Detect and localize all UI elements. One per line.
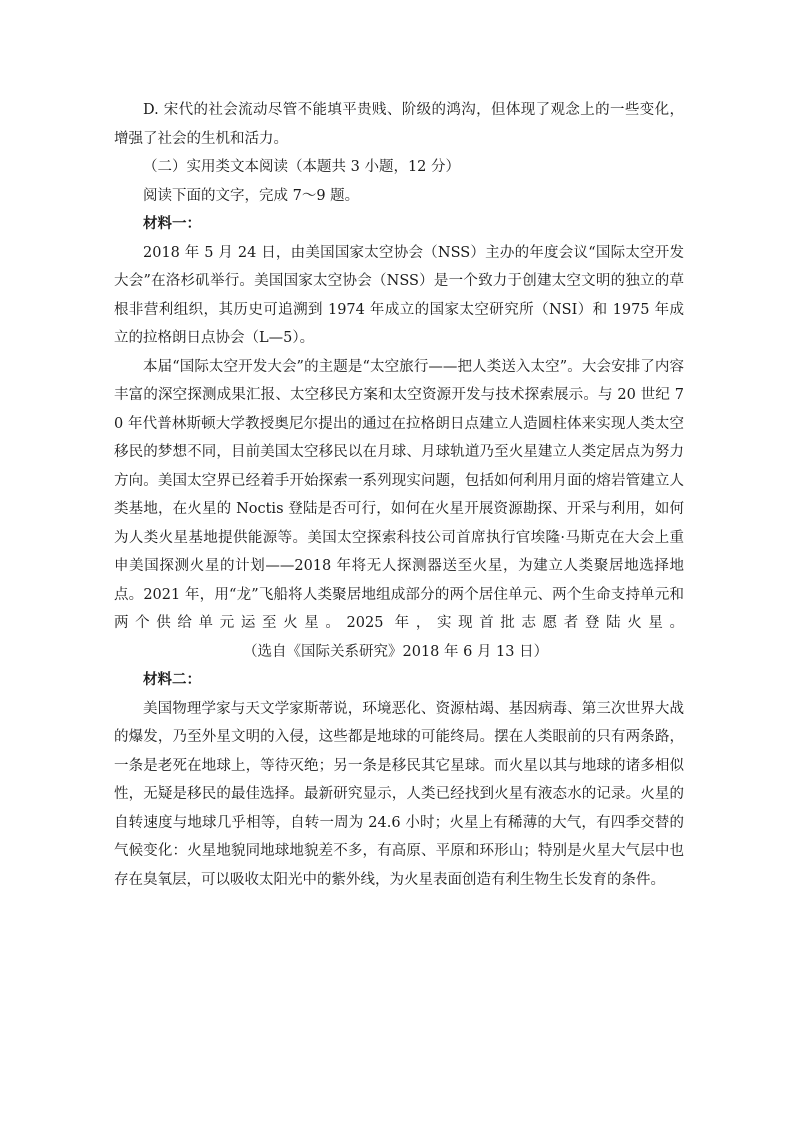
instruction: 阅读下面的文字，完成 7～9 题。: [143, 187, 360, 204]
material1-paragraph1: 2018 年 5 月 24 日，由美国国家太空协会（NSS）主办的年度会议“国际太空开发大会”在洛杉矶举行。美国国家太空协会（NSS）是一个致力于创建太空文明的独立的草根非营利组织，其历史可追溯到 1974 年成立的国家太空研究所（NSI）和 1975 年成立的拉格朗日点协会（L—5）。: [114, 244, 684, 346]
material1-paragraph2-text: 本届“国际太空开发大会”的主题是“太空旅行——把人类送入太空”。大会安排了内容丰富的深空探测成果汇报、太空移民方案和太空资源开发与技术探索展示。与 20 世纪 70 年代普林斯顿大学教授奥尼尔提出的通过在拉格朗日点建立人造圆柱体来实现人类太空移民的梦想不同，目前美国太空移民以在月球、月球轨道乃至火星建立人类定居点为努力方向。美国太空界已经着手开始探索一系列现实问题，包括如何利用月面的熔岩管建立人类基地，在火星的 Noctis 登陆是否可行，如何在火星开展资源勘探、开采与利用，如何为人类火星基地提供能源等。美国太空探索科技公司首席执行官埃隆·马斯克在大会上重申美国探测火星的计划——2018 年将无人探测器送至火星，为建立人类聚居地选择地点。2021 年，用“龙”飞船将人类聚居地组成部分的两个居住单元、两个生命支持单元和两个供给单元运至火星。2025 年，实现首批志愿者登陆火星。: [114, 358, 684, 631]
material1-title: 材料一：: [143, 215, 201, 232]
material1-paragraph2: [114, 353, 684, 667]
material2-paragraph1: 美国物理学家与天文学家斯蒂说，环境恶化、资源枯竭、基因病毒、第三次世界大战的爆发，乃至外星文明的入侵，这些都是地球的可能终局。摆在人类眼前的只有两条路，一条是老死在地球上，等待灭绝；另一条是移民其它星球。而火星以其与地球的诸多相似性，无疑是移民的最佳选择。最新研究显示，人类已经找到火星有液态水的记录。火星的自转速度与地球几乎相等，自转一周为 24.6 小时；火星上有稀薄的大气，有四季交替的气候变化：火星地貌同地球地貌差不多，有高原、平原和环形山；特别是火星大气层中也存在臭氧层，可以吸收太阳光中的紫外线，为火星表面创造有利生物生长发育的条件。: [114, 700, 684, 888]
option-d-line2: 了社会的生机和活力。: [143, 130, 288, 147]
section-heading: （二）实用类文本阅读（本题共 3 小题，12 分）: [143, 159, 461, 175]
option-d: [114, 96, 684, 153]
material2-title: 材料二：: [143, 671, 201, 688]
option-d-line1: D. 宋代的社会流动尽管不能填平贵贱、阶级的鸿沟，但体现了观念上的一些变化，增强: [114, 102, 684, 147]
material1-source: （选自《国际关系研究》2018 年 6 月 13 日）: [243, 643, 549, 660]
document-page: [114, 96, 684, 894]
